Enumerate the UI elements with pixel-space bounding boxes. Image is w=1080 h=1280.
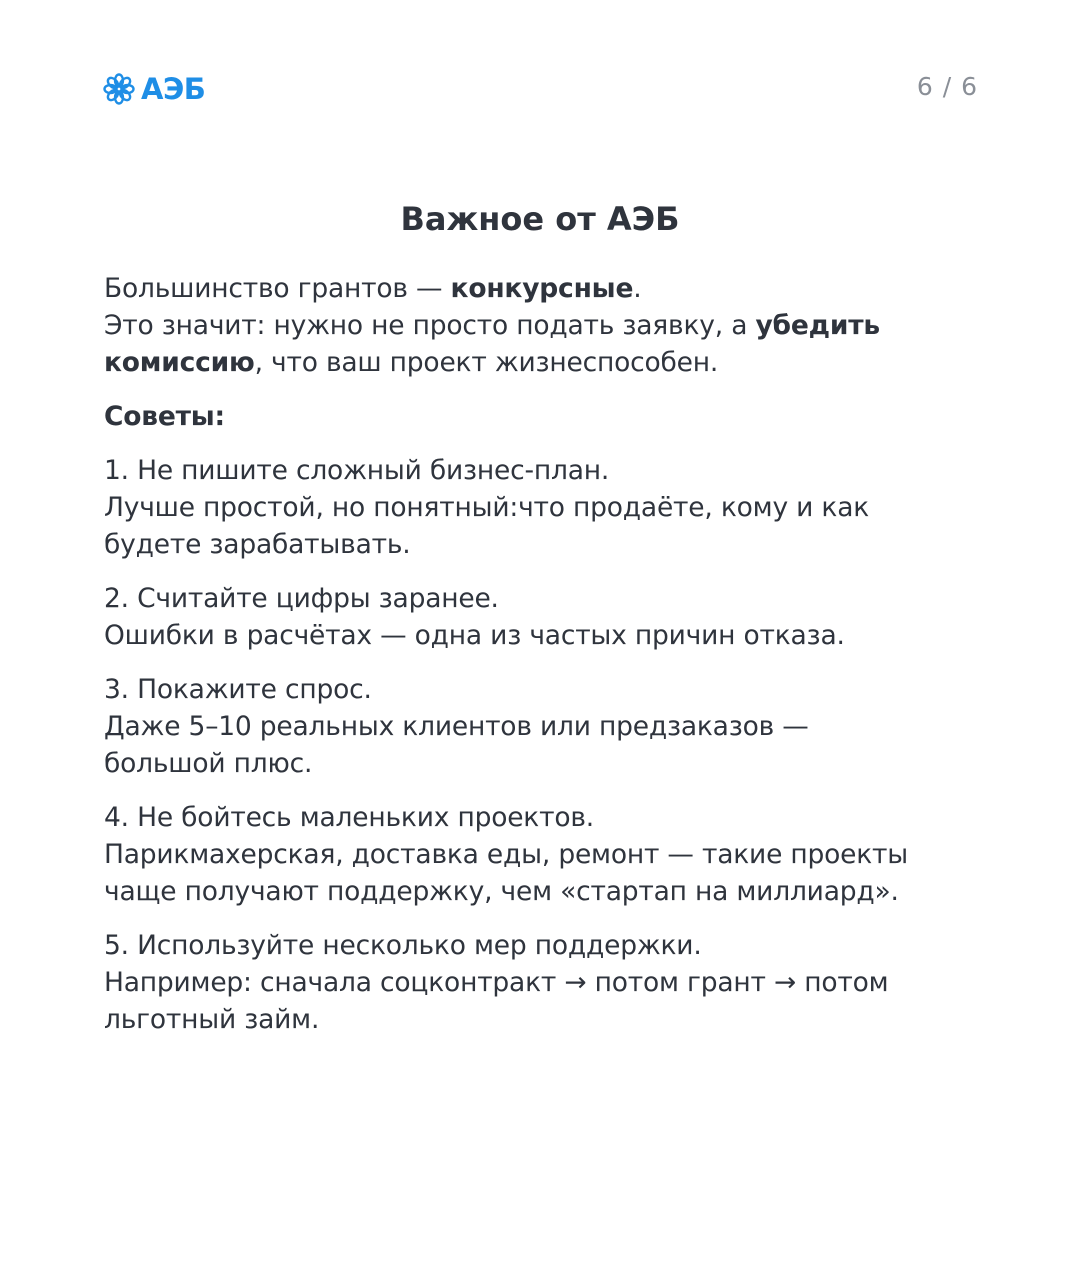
intro-text: Это значит: нужно не просто подать заявку, а (104, 310, 756, 341)
tip-text-line: Например: сначала соцконтракт → потом грант → потом (104, 967, 889, 998)
logo-text: АЭБ (141, 72, 206, 106)
content (104, 270, 984, 1055)
page-title: Важное от АЭБ (400, 200, 680, 238)
page-counter: 6 / 6 (916, 72, 978, 101)
intro-text: , что ваш проект жизнеспособен. (254, 347, 719, 378)
tip-item (104, 799, 984, 910)
intro-paragraph (104, 270, 984, 381)
tip-text-line: Лучше простой, но понятный:что продаёте, кому и как (104, 492, 870, 523)
header (103, 68, 978, 110)
tip-heading: 1. Не пишите сложный бизнес-план. (104, 455, 610, 486)
tip-text-line: большой плюс. (104, 748, 313, 779)
tips-heading-paragraph (104, 398, 984, 435)
intro-line-1 (104, 270, 984, 307)
tip-heading: 4. Не бойтесь маленьких проектов. (104, 802, 595, 833)
tip-item (104, 927, 984, 1038)
brand-logo (103, 68, 205, 110)
intro-bold-text: убедить (755, 310, 880, 341)
tip-item (104, 452, 984, 563)
intro-bold-text: конкурсные (450, 273, 634, 304)
tip-text-line: будете зарабатывать. (104, 529, 411, 560)
intro-line-2 (104, 307, 984, 344)
tip-item (104, 580, 984, 654)
intro-text: . (633, 273, 642, 304)
intro-text: Большинство грантов — (104, 273, 451, 304)
tip-heading: 5. Используйте несколько мер поддержки. (104, 930, 702, 961)
tip-text-line: чаще получают поддержку, чем «стартап на миллиард». (104, 876, 899, 907)
tip-heading: 2. Считайте цифры заранее. (104, 583, 499, 614)
logo-flower-icon (103, 73, 135, 105)
tip-text-line: льготный займ. (104, 1004, 320, 1035)
tips-heading: Советы: (104, 401, 225, 432)
tip-text-line: Парикмахерская, доставка еды, ремонт — такие проекты (104, 839, 909, 870)
intro-line-3 (104, 344, 984, 381)
tip-text-line: Ошибки в расчётах — одна из частых причин отказа. (104, 620, 845, 651)
tip-text-line: Даже 5–10 реальных клиентов или предзаказов — (104, 711, 809, 742)
intro-bold-text: комиссию (104, 347, 255, 378)
tip-heading: 3. Покажите спрос. (104, 674, 372, 705)
tip-item (104, 671, 984, 782)
